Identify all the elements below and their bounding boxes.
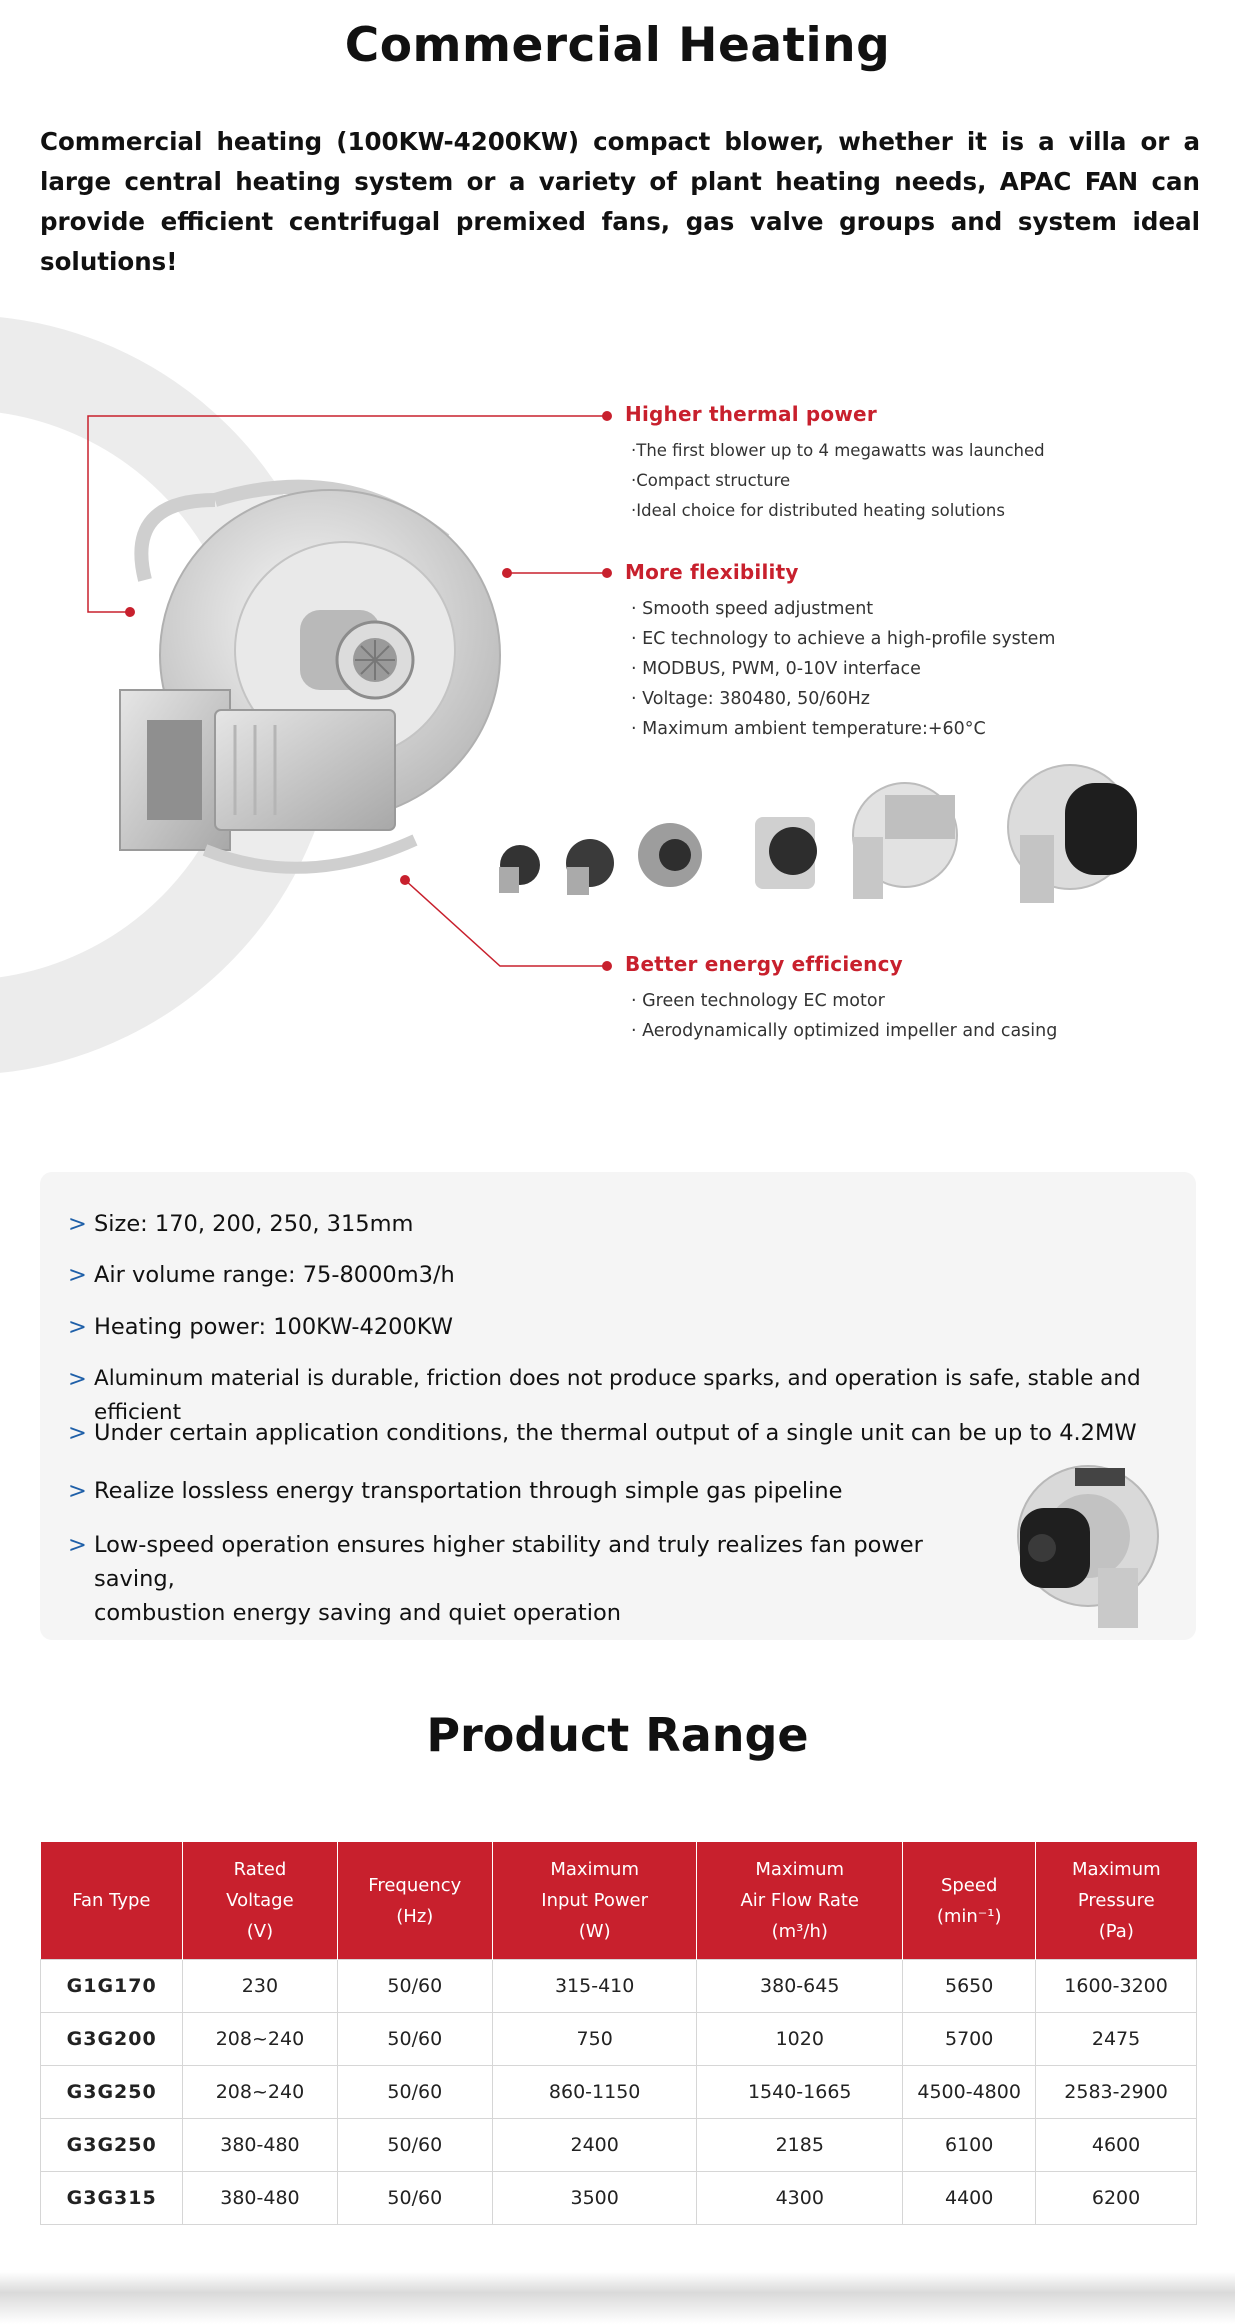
feature-heading: Better energy efficiency (625, 952, 903, 976)
spec-item: > Realize lossless energy transportation through simple gas pipeline (68, 1474, 1188, 1508)
feature-bullet: · Green technology EC motor (631, 991, 885, 1011)
spec-item: > Aluminum material is durable, friction does not produce sparks, and operation is safe, stable and efficient (68, 1362, 1188, 1430)
spec-item: > Size: 170, 200, 250, 315mm (68, 1207, 1188, 1241)
feature-bullet: · MODBUS, PWM, 0-10V interface (631, 659, 921, 679)
feature-bullet: · Voltage: 380480, 50/60Hz (631, 689, 870, 709)
footer-shadow (0, 2272, 1235, 2324)
spec-item: > Air volume range: 75-8000m3/h (68, 1258, 1188, 1292)
column-header: Rated Voltage (V) (183, 1842, 337, 1960)
chevron-right-icon: > (68, 1478, 87, 1504)
chevron-right-icon: > (68, 1366, 87, 1392)
feature-bullet: · Maximum ambient temperature:+60°C (631, 719, 986, 739)
table-header-row (41, 1842, 1197, 1960)
feature-bullet: · EC technology to achieve a high-profile system (631, 629, 1056, 649)
table-row: G3G250 380-480 50/60 2400 2185 6100 4600 (41, 2119, 1197, 2172)
feature-bullet: ·The first blower up to 4 megawatts was launched (631, 441, 1045, 460)
product-range-title: Product Range (426, 1708, 809, 1762)
table-row: G1G170 230 50/60 315-410 380-645 5650 1600-3200 (41, 1960, 1197, 2013)
feature-more-flexibility (625, 560, 1225, 744)
feature-heading: Higher thermal power (625, 402, 877, 426)
chevron-right-icon: > (68, 1211, 87, 1237)
column-header: Frequency (Hz) (337, 1842, 493, 1960)
feature-bullet: ·Compact structure (631, 471, 791, 490)
feature-bullet: · Aerodynamically optimized impeller and casing (631, 1021, 1058, 1041)
intro-paragraph: Commercial heating (100KW-4200KW) compact blower, whether it is a villa or a large central heating system or a variety of plant heating needs, APAC FAN can provide efficient centrifugal premixed fans, gas valve groups and system ideal solutions! (40, 127, 1200, 276)
blower-lineup-image (485, 755, 1155, 915)
black-blower-image (980, 1448, 1160, 1638)
column-header: Fan Type (41, 1842, 183, 1960)
feature-better-energy-efficiency (625, 952, 1225, 1046)
table-row: G3G250 208~240 50/60 860-1150 1540-1665 4500-4800 2583-2900 (41, 2066, 1197, 2119)
table-row: G3G200 208~240 50/60 750 1020 5700 2475 (41, 2013, 1197, 2066)
spec-item: > Under certain application conditions, the thermal output of a single unit can be up to 4.2MW (68, 1416, 1188, 1450)
table-row: G3G315 380-480 50/60 3500 4300 4400 6200 (41, 2172, 1197, 2225)
column-header: Maximum Input Power (W) (493, 1842, 697, 1960)
feature-heading: More flexibility (625, 560, 799, 584)
chevron-right-icon: > (68, 1420, 87, 1446)
column-header: Speed (min⁻¹) (903, 1842, 1036, 1960)
chevron-right-icon: > (68, 1262, 87, 1288)
feature-bullet: ·Ideal choice for distributed heating solutions (631, 501, 1005, 520)
feature-bullet: · Smooth speed adjustment (631, 599, 874, 619)
blower-product-image (85, 460, 525, 900)
page-title: Commercial Heating (344, 18, 891, 73)
column-header: Maximum Pressure (Pa) (1036, 1842, 1197, 1960)
chevron-right-icon: > (68, 1314, 87, 1340)
chevron-right-icon: > (68, 1532, 87, 1558)
column-header: Maximum Air Flow Rate (m³/h) (697, 1842, 903, 1960)
spec-item: > Heating power: 100KW-4200KW (68, 1310, 1188, 1344)
product-range-table (40, 1842, 1197, 2225)
spec-item: > Low-speed operation ensures higher stability and truly realizes fan power saving, combustion energy saving and quiet operation (68, 1528, 968, 1630)
feature-higher-thermal-power (625, 402, 1225, 526)
